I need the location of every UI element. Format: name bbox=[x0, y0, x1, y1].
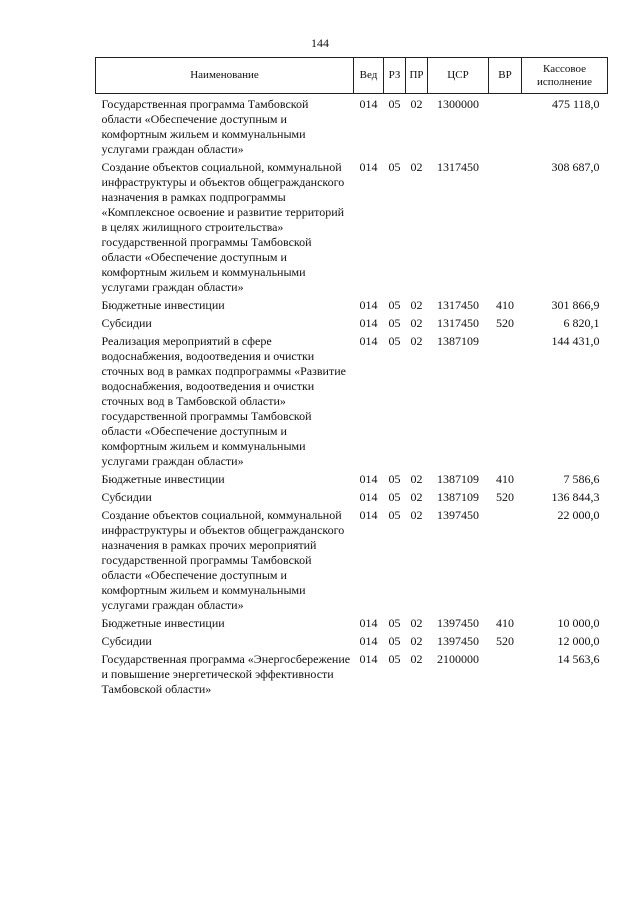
row-pr: 02 bbox=[410, 508, 423, 522]
row-pr: 02 bbox=[410, 472, 423, 486]
row-vr: 410 bbox=[496, 472, 514, 486]
row-ved: 014 bbox=[359, 634, 378, 648]
row-sum: 136 844,3 bbox=[551, 490, 600, 504]
row-rz: 05 bbox=[388, 472, 401, 486]
row-ved: 014 bbox=[359, 316, 378, 330]
row-name: Реализация мероприятий в сфере водоснабжения, водоотведения и очистки сточных вод в рамках подпрограммы «Развитие водоснабжения, водоотведения и очистки сточных вод в Тамбовской области» государственной программы Тамбовской области «Обеспечение доступным и комфортным жильем и коммунальными услугами граждан области» bbox=[101, 334, 346, 468]
row-pr: 02 bbox=[410, 634, 423, 648]
row-vr: 520 bbox=[496, 316, 514, 330]
row-sum: 10 000,0 bbox=[557, 616, 600, 630]
row-ved: 014 bbox=[359, 508, 378, 522]
row-rz: 05 bbox=[388, 490, 401, 504]
row-name: Государственная программа Тамбовской области «Обеспечение доступным и комфортным жильем и коммунальными услугами граждан области» bbox=[101, 97, 309, 156]
row-name: Субсидии bbox=[101, 316, 152, 330]
row-csr: 2100000 bbox=[437, 652, 479, 666]
header-vr: ВР bbox=[489, 58, 522, 94]
row-rz: 05 bbox=[388, 634, 401, 648]
row-csr: 1397450 bbox=[437, 616, 479, 630]
row-vr bbox=[489, 94, 522, 161]
row-csr: 1387109 bbox=[437, 490, 479, 504]
row-vr bbox=[489, 160, 522, 298]
table-row bbox=[96, 616, 608, 634]
row-ved: 014 bbox=[359, 97, 378, 111]
row-csr: 1387109 bbox=[437, 472, 479, 486]
row-rz: 05 bbox=[388, 97, 401, 111]
row-name: Создание объектов социальной, коммунальной инфраструктуры и объектов общегражданского назначения в рамках прочих мероприятий государственной программы Тамбовской области «Обеспечение доступным и комфортным жильем и коммунальными услугами граждан области» bbox=[101, 508, 345, 612]
row-rz: 05 bbox=[388, 652, 401, 666]
row-ved: 014 bbox=[359, 472, 378, 486]
row-rz: 05 bbox=[388, 160, 401, 174]
row-csr: 1317450 bbox=[437, 316, 479, 330]
row-sum: 14 563,6 bbox=[557, 652, 600, 666]
header-name: Наименование bbox=[96, 58, 354, 94]
row-ved: 014 bbox=[359, 160, 378, 174]
row-sum: 12 000,0 bbox=[557, 634, 600, 648]
row-csr: 1397450 bbox=[437, 508, 479, 522]
row-sum: 7 586,6 bbox=[563, 472, 600, 486]
row-pr: 02 bbox=[410, 652, 423, 666]
row-sum: 6 820,1 bbox=[563, 316, 600, 330]
header-sum: Кассовое исполнение bbox=[522, 58, 608, 94]
row-pr: 02 bbox=[410, 334, 423, 348]
row-vr: 520 bbox=[496, 634, 514, 648]
row-rz: 05 bbox=[388, 508, 401, 522]
header-csr: ЦСР bbox=[428, 58, 489, 94]
table-row bbox=[96, 316, 608, 334]
row-ved: 014 bbox=[359, 652, 378, 666]
table-row bbox=[96, 652, 608, 700]
row-name: Субсидии bbox=[101, 490, 152, 504]
table-row bbox=[96, 298, 608, 316]
row-name: Создание объектов социальной, коммунальной инфраструктуры и объектов общегражданского назначения в рамках подпрограммы «Комплексное освоение и развитие территорий в целях жилищного строительства» государственной программы Тамбовской области «Обеспечение доступным и комфортным жильем и коммунальными услугами граждан области» bbox=[101, 160, 345, 294]
table-row bbox=[96, 472, 608, 490]
row-vr bbox=[489, 334, 522, 472]
row-sum: 22 000,0 bbox=[557, 508, 600, 522]
table-row bbox=[96, 490, 608, 508]
page-number: 144 bbox=[311, 36, 329, 50]
row-csr: 1317450 bbox=[437, 160, 479, 174]
row-vr: 410 bbox=[496, 616, 514, 630]
row-name: Бюджетные инвестиции bbox=[101, 616, 225, 630]
row-pr: 02 bbox=[410, 160, 423, 174]
row-name: Бюджетные инвестиции bbox=[101, 472, 225, 486]
row-name: Субсидии bbox=[101, 634, 152, 648]
row-vr bbox=[489, 652, 522, 700]
row-vr bbox=[489, 508, 522, 616]
row-sum: 144 431,0 bbox=[551, 334, 600, 348]
table-row bbox=[96, 634, 608, 652]
row-csr: 1300000 bbox=[437, 97, 479, 111]
header-rz: РЗ bbox=[384, 58, 406, 94]
row-pr: 02 bbox=[410, 490, 423, 504]
row-rz: 05 bbox=[388, 616, 401, 630]
row-pr: 02 bbox=[410, 97, 423, 111]
row-name: Государственная программа «Энергосбережение и повышение энергетической эффективности Тамбовской области» bbox=[101, 652, 351, 696]
table-row bbox=[96, 508, 608, 616]
table-row bbox=[96, 160, 608, 298]
row-csr: 1317450 bbox=[437, 298, 479, 312]
row-pr: 02 bbox=[410, 316, 423, 330]
row-sum: 308 687,0 bbox=[551, 160, 600, 174]
row-ved: 014 bbox=[359, 334, 378, 348]
table-row bbox=[96, 94, 608, 161]
row-vr: 520 bbox=[496, 490, 514, 504]
header-pr: ПР bbox=[406, 58, 428, 94]
row-sum: 301 866,9 bbox=[551, 298, 600, 312]
row-csr: 1387109 bbox=[437, 334, 479, 348]
row-name: Бюджетные инвестиции bbox=[101, 298, 225, 312]
table-row bbox=[96, 334, 608, 472]
table-header-row bbox=[96, 58, 608, 94]
row-rz: 05 bbox=[388, 316, 401, 330]
row-vr: 410 bbox=[496, 298, 514, 312]
row-ved: 014 bbox=[359, 298, 378, 312]
row-pr: 02 bbox=[410, 616, 423, 630]
row-rz: 05 bbox=[388, 334, 401, 348]
row-rz: 05 bbox=[388, 298, 401, 312]
row-ved: 014 bbox=[359, 616, 378, 630]
header-ved: Вед bbox=[354, 58, 384, 94]
budget-table bbox=[95, 57, 608, 700]
row-ved: 014 bbox=[359, 490, 378, 504]
row-sum: 475 118,0 bbox=[551, 97, 600, 111]
row-pr: 02 bbox=[410, 298, 423, 312]
row-csr: 1397450 bbox=[437, 634, 479, 648]
